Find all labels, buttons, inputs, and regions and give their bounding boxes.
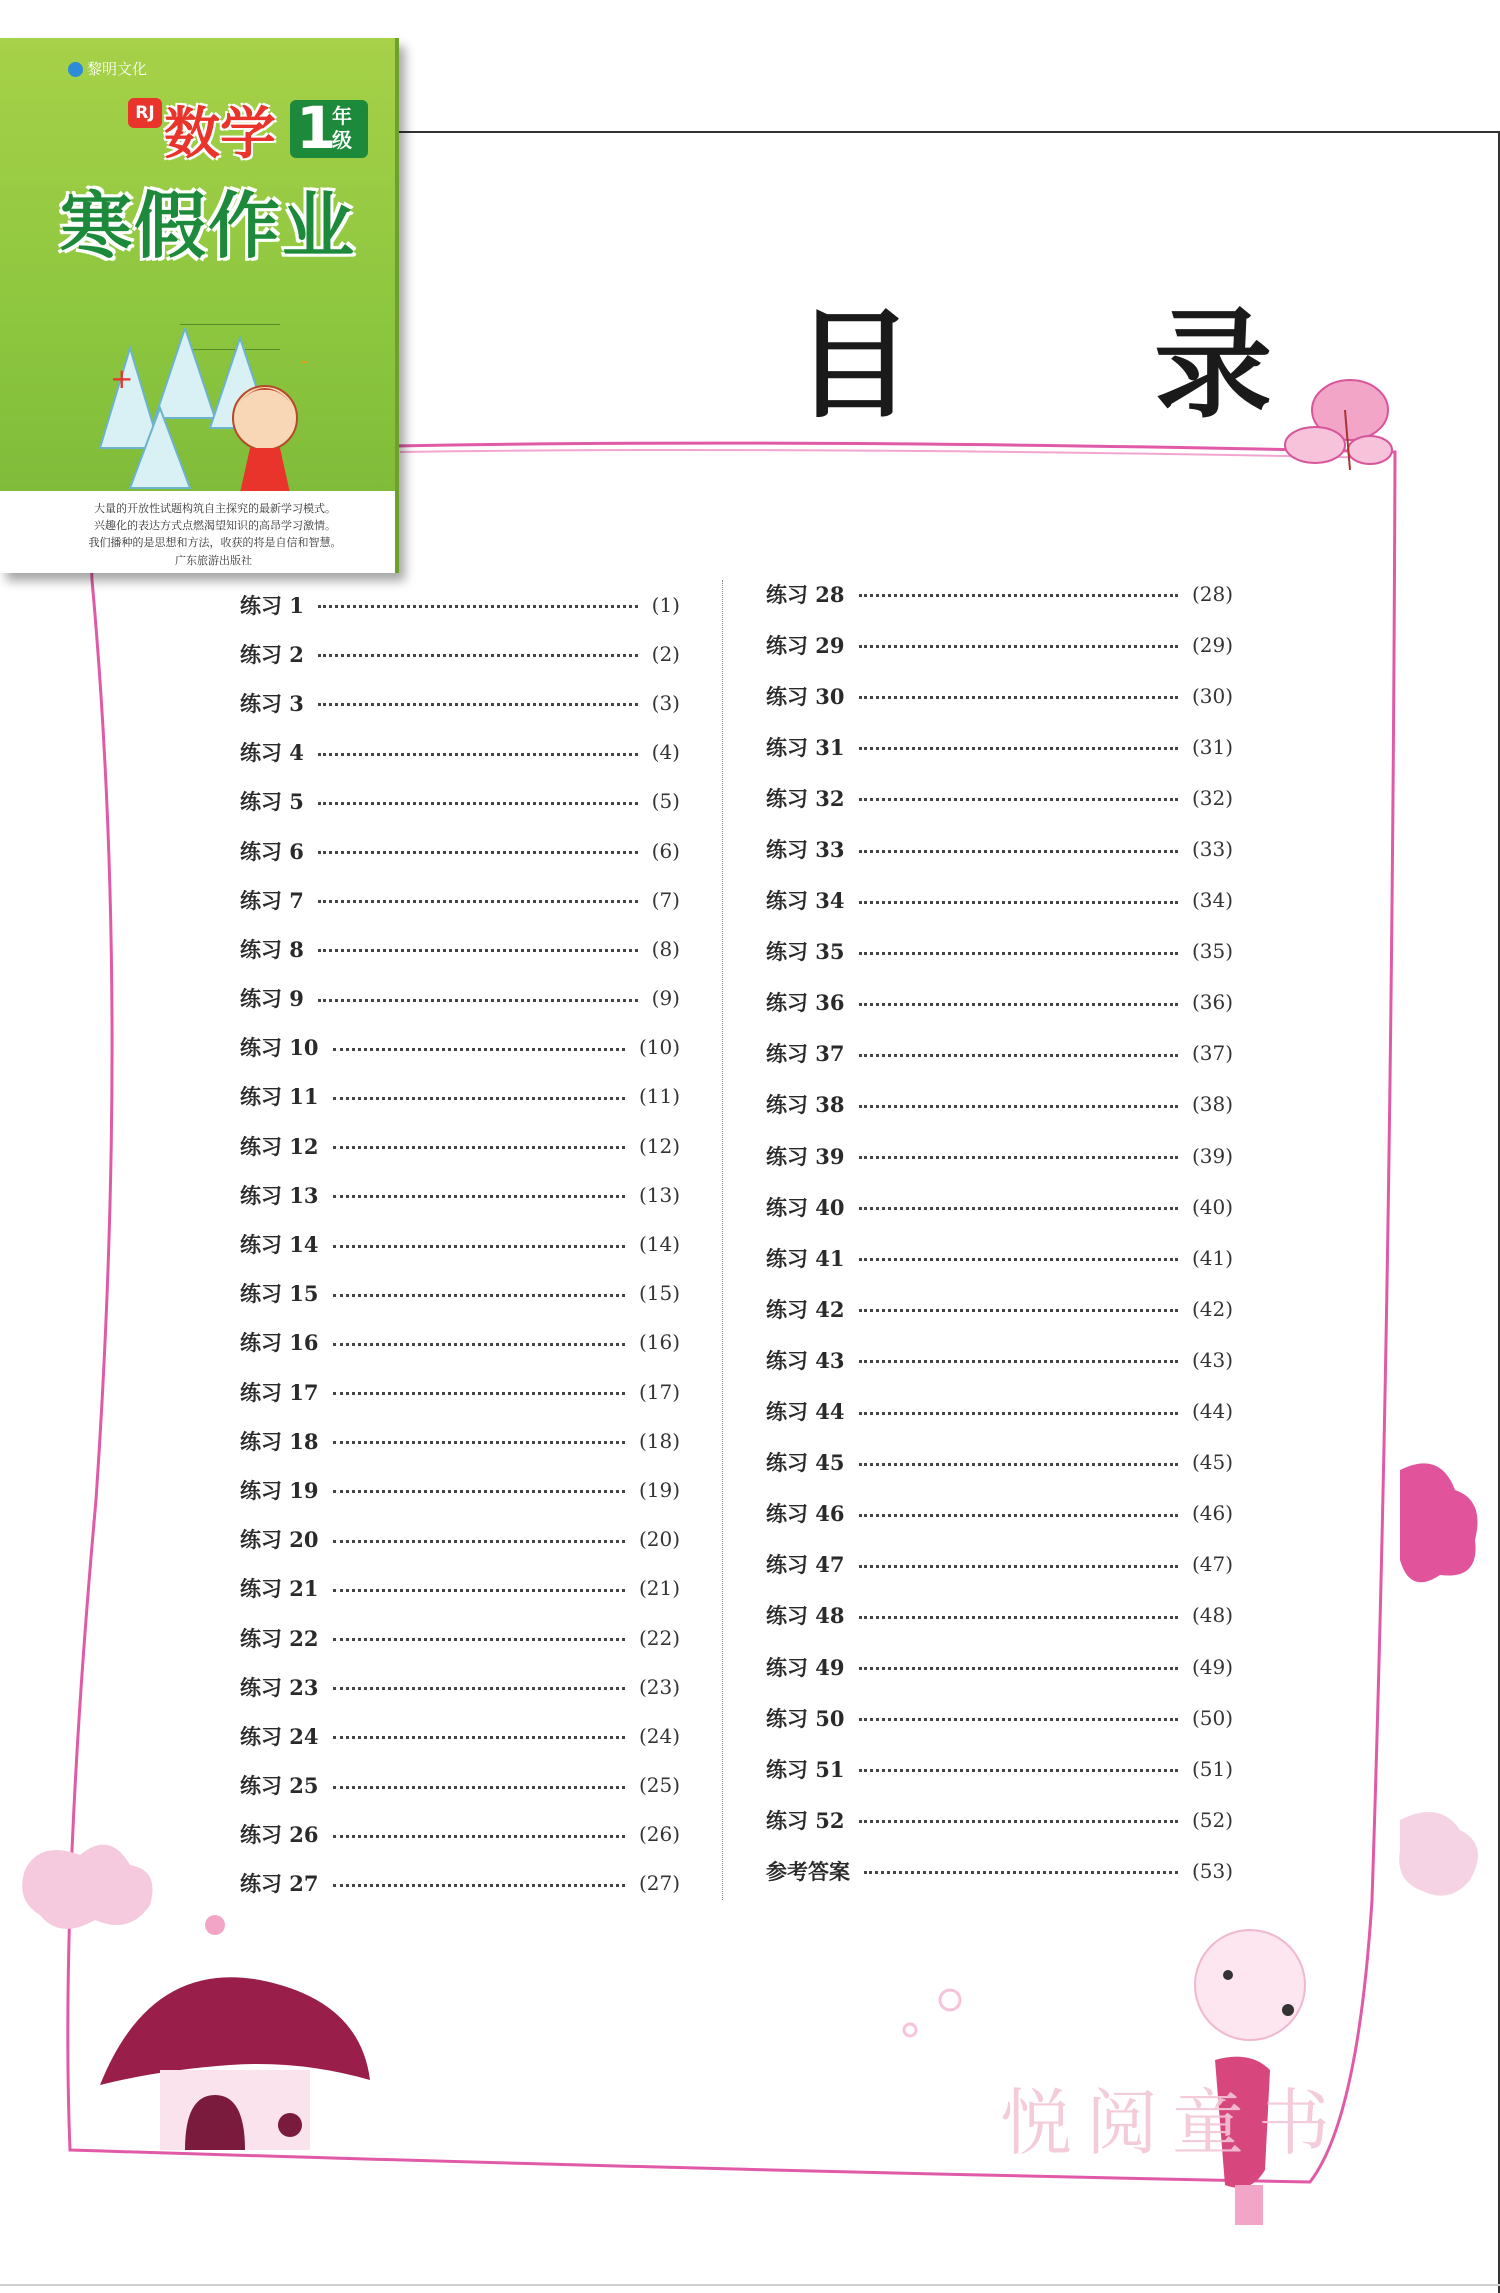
toc-entry[interactable] bbox=[766, 1130, 1233, 1181]
toc-entry-page: (15) bbox=[638, 1281, 680, 1306]
toc-entry[interactable] bbox=[766, 875, 1233, 926]
toc-entry-page: (42) bbox=[1191, 1296, 1233, 1321]
toc-entry[interactable] bbox=[766, 1845, 1233, 1896]
toc-entry-label: 练习 21 bbox=[240, 1576, 319, 1602]
flower-decoration-icon bbox=[1399, 1463, 1478, 1895]
toc-entry-page: (7) bbox=[651, 887, 680, 912]
toc-entry[interactable] bbox=[240, 678, 680, 727]
dot-leader bbox=[333, 1736, 625, 1739]
dot-leader bbox=[333, 1589, 625, 1592]
toc-entry-label: 练习 24 bbox=[240, 1723, 319, 1749]
toc-entry-page: (28) bbox=[1191, 581, 1233, 606]
toc-entry[interactable] bbox=[240, 1662, 680, 1711]
grade-badge bbox=[290, 94, 368, 162]
dot-leader bbox=[859, 1309, 1178, 1312]
toc-entry[interactable] bbox=[240, 1859, 680, 1908]
toc-entry-label: 练习 39 bbox=[766, 1143, 845, 1169]
toc-entry-page: (22) bbox=[638, 1625, 680, 1650]
publisher-brand: 黎明文化 bbox=[87, 60, 148, 78]
toc-entry-label: 练习 43 bbox=[766, 1347, 845, 1373]
toc-entry[interactable] bbox=[240, 1269, 680, 1318]
toc-entry-label: 练习 48 bbox=[766, 1603, 845, 1629]
toc-entry-label: 练习 29 bbox=[766, 632, 845, 658]
toc-entry[interactable] bbox=[766, 1794, 1233, 1845]
toc-entry-page: (5) bbox=[651, 789, 680, 814]
toc-entry-page: (49) bbox=[1191, 1654, 1233, 1679]
toc-entry-page: (19) bbox=[638, 1477, 680, 1502]
dot-leader bbox=[333, 1540, 625, 1543]
toc-entry-label: 练习 9 bbox=[240, 986, 304, 1012]
toc-entry-page: (13) bbox=[638, 1182, 680, 1207]
toc-entry-label: 练习 4 bbox=[240, 740, 304, 766]
toc-entry-page: (45) bbox=[1191, 1450, 1233, 1475]
toc-entry-label: 练习 35 bbox=[766, 939, 845, 965]
svg-text:+: + bbox=[110, 362, 134, 395]
slogan-line: 我们播种的是思想和方法，收获的将是自信和智慧。 bbox=[88, 536, 342, 549]
toc-entry-label: 练习 34 bbox=[766, 888, 845, 914]
toc-entry-label: 练习 23 bbox=[240, 1674, 319, 1700]
toc-entry-page: (27) bbox=[638, 1871, 680, 1896]
dot-leader bbox=[333, 1392, 625, 1395]
cover-publisher: 广东旅游出版社 bbox=[175, 554, 252, 567]
mushroom-house-icon bbox=[100, 1915, 370, 2150]
toc-entry[interactable] bbox=[766, 772, 1233, 823]
toc-entry-page: (9) bbox=[651, 986, 680, 1011]
toc-entry-label: 练习 40 bbox=[766, 1194, 845, 1220]
dot-leader bbox=[318, 851, 638, 854]
toc-entry-label: 练习 17 bbox=[240, 1379, 319, 1405]
toc-entry[interactable] bbox=[766, 926, 1233, 977]
toc-entry-page: (44) bbox=[1191, 1399, 1233, 1424]
toc-entry[interactable] bbox=[240, 1219, 680, 1268]
toc-entry-label: 练习 52 bbox=[766, 1807, 845, 1833]
toc-entry[interactable] bbox=[240, 1515, 680, 1564]
dot-leader bbox=[333, 1195, 625, 1198]
dot-leader bbox=[333, 1441, 625, 1444]
cloud-decoration-icon bbox=[22, 1845, 152, 1929]
toc-entry-label: 练习 46 bbox=[766, 1501, 845, 1527]
class-line bbox=[180, 300, 280, 325]
toc-entry[interactable] bbox=[240, 1072, 680, 1121]
toc-entry-label: 练习 44 bbox=[766, 1399, 845, 1425]
dot-leader bbox=[859, 1054, 1178, 1057]
dot-leader bbox=[859, 1514, 1178, 1517]
cover-subject: 数学 bbox=[164, 102, 276, 167]
dot-leader bbox=[318, 605, 638, 608]
toc-entry-page: (53) bbox=[1191, 1858, 1233, 1883]
dot-leader bbox=[333, 1294, 625, 1297]
toc-entry-label: 练习 49 bbox=[766, 1654, 845, 1680]
toc-entry-label: 练习 36 bbox=[766, 990, 845, 1016]
toc-entry-label: 练习 45 bbox=[766, 1450, 845, 1476]
toc-entry[interactable] bbox=[766, 721, 1233, 772]
toc-entry-page: (1) bbox=[651, 592, 680, 617]
toc-entry[interactable] bbox=[240, 728, 680, 777]
toc-entry-label: 练习 37 bbox=[766, 1041, 845, 1067]
dot-leader bbox=[859, 1105, 1178, 1108]
dot-leader bbox=[859, 1667, 1178, 1670]
toc-entry-label: 练习 11 bbox=[240, 1084, 319, 1110]
dot-leader bbox=[859, 1463, 1178, 1466]
toc-entry-page: (26) bbox=[638, 1822, 680, 1847]
toc-entry[interactable] bbox=[766, 1028, 1233, 1079]
toc-entry-page: (40) bbox=[1191, 1194, 1233, 1219]
toc-entry-label: 练习 41 bbox=[766, 1245, 845, 1271]
toc-entry[interactable] bbox=[240, 826, 680, 875]
brand-logo-icon bbox=[68, 62, 83, 77]
toc-entry-page: (29) bbox=[1191, 632, 1233, 657]
toc-entry-label: 练习 32 bbox=[766, 785, 845, 811]
toc-entry-label: 练习 16 bbox=[240, 1330, 319, 1356]
toc-entry-page: (25) bbox=[638, 1773, 680, 1798]
cover-illustration bbox=[90, 328, 360, 498]
toc-entry[interactable] bbox=[240, 1170, 680, 1219]
toc-entry[interactable] bbox=[240, 580, 680, 629]
toc-entry-page: (10) bbox=[638, 1035, 680, 1060]
dot-leader bbox=[318, 900, 638, 903]
watermark: 悦阅童书 bbox=[1000, 2081, 1345, 2165]
toc-entry-page: (34) bbox=[1191, 888, 1233, 913]
toc-entry[interactable] bbox=[766, 1692, 1233, 1743]
dot-leader bbox=[859, 850, 1178, 853]
dot-leader bbox=[859, 1565, 1178, 1568]
dot-leader bbox=[859, 952, 1178, 955]
toc-entry[interactable] bbox=[240, 1367, 680, 1416]
toc-entry[interactable] bbox=[240, 1711, 680, 1760]
dot-leader bbox=[859, 798, 1178, 801]
toc-entry-label: 练习 50 bbox=[766, 1705, 845, 1731]
dot-leader bbox=[333, 1835, 625, 1838]
toc-entry-label: 练习 22 bbox=[240, 1625, 319, 1651]
toc-entry-label: 练习 12 bbox=[240, 1133, 319, 1159]
dot-leader bbox=[859, 1820, 1178, 1823]
toc-entry-label: 练习 30 bbox=[766, 683, 845, 709]
toc-entry[interactable] bbox=[766, 1386, 1233, 1437]
toc-entry[interactable] bbox=[766, 1283, 1233, 1334]
dot-leader bbox=[333, 1048, 625, 1051]
toc-entry-page: (41) bbox=[1191, 1245, 1233, 1270]
toc-entry-label: 练习 2 bbox=[240, 641, 304, 667]
toc-entry-page: (14) bbox=[638, 1232, 680, 1257]
toc-entry-page: (20) bbox=[638, 1527, 680, 1552]
toc-entry[interactable] bbox=[766, 568, 1233, 619]
toc-entry-page: (6) bbox=[651, 838, 680, 863]
toc-entry-page: (43) bbox=[1191, 1347, 1233, 1372]
toc-entry-page: (8) bbox=[651, 936, 680, 961]
dot-leader bbox=[859, 1769, 1178, 1772]
toc-entry[interactable] bbox=[766, 1079, 1233, 1130]
toc-entry-page: (35) bbox=[1191, 939, 1233, 964]
toc-entry[interactable] bbox=[240, 924, 680, 973]
toc-entry[interactable] bbox=[766, 1437, 1233, 1488]
toc-left-column bbox=[240, 580, 680, 1908]
toc-entry-label: 练习 7 bbox=[240, 887, 304, 913]
toc-entry-label: 练习 26 bbox=[240, 1822, 319, 1848]
toc-entry[interactable] bbox=[240, 777, 680, 826]
toc-right-column bbox=[766, 568, 1233, 1896]
toc-entry-page: (39) bbox=[1191, 1143, 1233, 1168]
toc-entry-label: 练习 28 bbox=[766, 581, 845, 607]
toc-entry-page: (31) bbox=[1191, 734, 1233, 759]
toc-entry[interactable] bbox=[240, 629, 680, 678]
toc-entry-page: (47) bbox=[1191, 1552, 1233, 1577]
toc-entry-label: 练习 14 bbox=[240, 1232, 319, 1258]
toc-entry-label: 练习 19 bbox=[240, 1477, 319, 1503]
toc-entry-page: (21) bbox=[638, 1576, 680, 1601]
column-divider bbox=[722, 580, 723, 1900]
toc-entry-label: 参考答案 bbox=[766, 1858, 850, 1884]
edition-badge: RJ bbox=[128, 98, 162, 128]
toc-entry[interactable] bbox=[766, 977, 1233, 1028]
toc-entry[interactable] bbox=[766, 1539, 1233, 1590]
toc-entry-label: 练习 15 bbox=[240, 1281, 319, 1307]
toc-entry-label: 练习 25 bbox=[240, 1773, 319, 1799]
toc-entry-page: (18) bbox=[638, 1428, 680, 1453]
toc-entry[interactable] bbox=[766, 1641, 1233, 1692]
slogan-line: 大量的开放性试题构筑自主探究的最新学习模式。 bbox=[94, 502, 336, 515]
dot-leader bbox=[318, 753, 638, 756]
dot-leader bbox=[859, 901, 1178, 904]
slogan-line: 兴趣化的表达方式点燃渴望知识的高昂学习激情。 bbox=[94, 519, 336, 532]
dot-leader bbox=[859, 696, 1178, 699]
toc-entry-page: (23) bbox=[638, 1674, 680, 1699]
dot-leader bbox=[318, 949, 638, 952]
toc-entry-label: 练习 51 bbox=[766, 1756, 845, 1782]
dot-leader bbox=[318, 802, 638, 805]
dot-leader bbox=[318, 999, 638, 1002]
toc-entry-page: (30) bbox=[1191, 683, 1233, 708]
toc-entry-label: 练习 18 bbox=[240, 1428, 319, 1454]
toc-entry[interactable] bbox=[240, 1023, 680, 1072]
toc-entry[interactable] bbox=[240, 1761, 680, 1810]
cover-slogan bbox=[50, 500, 380, 551]
dot-leader bbox=[318, 703, 638, 706]
toc-entry[interactable] bbox=[766, 1334, 1233, 1385]
grade-unit: 年级 bbox=[332, 104, 352, 152]
toc-entry[interactable] bbox=[240, 1318, 680, 1367]
toc-entry-page: (33) bbox=[1191, 837, 1233, 862]
toc-entry-label: 练习 27 bbox=[240, 1871, 319, 1897]
dot-leader bbox=[859, 645, 1178, 648]
dot-leader bbox=[333, 1687, 625, 1690]
cover-title: 寒假作业 bbox=[60, 184, 357, 268]
toc-entry-label: 练习 20 bbox=[240, 1527, 319, 1553]
toc-entry[interactable] bbox=[240, 1465, 680, 1514]
toc-entry[interactable] bbox=[240, 1810, 680, 1859]
toc-entry[interactable] bbox=[766, 1590, 1233, 1641]
toc-entry-page: (51) bbox=[1191, 1756, 1233, 1781]
svg-text:-: - bbox=[300, 349, 308, 374]
dot-leader bbox=[859, 1360, 1178, 1363]
dot-leader bbox=[333, 1884, 625, 1887]
toc-entry-page: (48) bbox=[1191, 1603, 1233, 1628]
dot-leader bbox=[333, 1343, 625, 1346]
dot-leader bbox=[333, 1786, 625, 1789]
toc-entry-label: 练习 42 bbox=[766, 1296, 845, 1322]
dot-leader bbox=[333, 1097, 625, 1100]
dot-leader bbox=[859, 594, 1178, 597]
toc-entry[interactable] bbox=[766, 823, 1233, 874]
toc-entry-label: 练习 6 bbox=[240, 838, 304, 864]
toc-entry-page: (3) bbox=[651, 690, 680, 715]
toc-entry-page: (36) bbox=[1191, 990, 1233, 1015]
dot-leader bbox=[859, 1412, 1178, 1415]
toc-entry-label: 练习 5 bbox=[240, 789, 304, 815]
toc-entry-page: (52) bbox=[1191, 1807, 1233, 1832]
toc-entry-page: (24) bbox=[638, 1723, 680, 1748]
toc-entry[interactable] bbox=[240, 1416, 680, 1465]
toc-entry[interactable] bbox=[766, 1488, 1233, 1539]
toc-entry-page: (37) bbox=[1191, 1041, 1233, 1066]
toc-entry-page: (17) bbox=[638, 1379, 680, 1404]
toc-entry[interactable] bbox=[766, 1232, 1233, 1283]
dot-leader bbox=[333, 1638, 625, 1641]
grade-number: 1 bbox=[296, 94, 337, 162]
toc-entry-label: 练习 3 bbox=[240, 690, 304, 716]
dot-leader bbox=[318, 654, 638, 657]
dot-leader bbox=[859, 1718, 1178, 1721]
toc-entry-page: (50) bbox=[1191, 1705, 1233, 1730]
toc-entry[interactable] bbox=[240, 974, 680, 1023]
toc-entry-page: (11) bbox=[638, 1084, 680, 1109]
dot-leader bbox=[859, 1207, 1178, 1210]
toc-entry[interactable] bbox=[766, 1743, 1233, 1794]
dot-leader bbox=[864, 1871, 1178, 1874]
dot-leader bbox=[859, 1003, 1178, 1006]
toc-entry-label: 练习 13 bbox=[240, 1182, 319, 1208]
toc-entry[interactable] bbox=[766, 619, 1233, 670]
toc-entry[interactable] bbox=[240, 1564, 680, 1613]
toc-entry[interactable] bbox=[766, 670, 1233, 721]
page-title: 目 录 bbox=[795, 296, 1373, 434]
toc-entry-label: 练习 31 bbox=[766, 734, 845, 760]
dot-leader bbox=[859, 1156, 1178, 1159]
publisher-logo bbox=[68, 58, 147, 79]
toc-entry[interactable] bbox=[766, 1181, 1233, 1232]
toc-entry-page: (12) bbox=[638, 1133, 680, 1158]
toc-entry-page: (32) bbox=[1191, 785, 1233, 810]
dot-leader bbox=[333, 1245, 625, 1248]
toc-entry-page: (38) bbox=[1191, 1092, 1233, 1117]
toc-entry-page: (16) bbox=[638, 1330, 680, 1355]
dot-leader bbox=[859, 1258, 1178, 1261]
toc-entry[interactable] bbox=[240, 1121, 680, 1170]
toc-entry-page: (4) bbox=[651, 740, 680, 765]
toc-entry[interactable] bbox=[240, 1613, 680, 1662]
book-cover bbox=[0, 38, 399, 573]
toc-entry-label: 练习 33 bbox=[766, 837, 845, 863]
dot-leader bbox=[333, 1146, 625, 1149]
dot-leader bbox=[333, 1490, 625, 1493]
toc-entry-label: 练习 8 bbox=[240, 936, 304, 962]
toc-entry-label: 练习 1 bbox=[240, 592, 304, 618]
toc-entry-page: (46) bbox=[1191, 1501, 1233, 1526]
toc-entry-label: 练习 10 bbox=[240, 1035, 319, 1061]
toc-entry-label: 练习 38 bbox=[766, 1092, 845, 1118]
toc-entry-page: (2) bbox=[651, 641, 680, 666]
dot-leader bbox=[859, 747, 1178, 750]
toc-entry-label: 练习 47 bbox=[766, 1552, 845, 1578]
toc-entry[interactable] bbox=[240, 875, 680, 924]
dot-leader bbox=[859, 1616, 1178, 1619]
